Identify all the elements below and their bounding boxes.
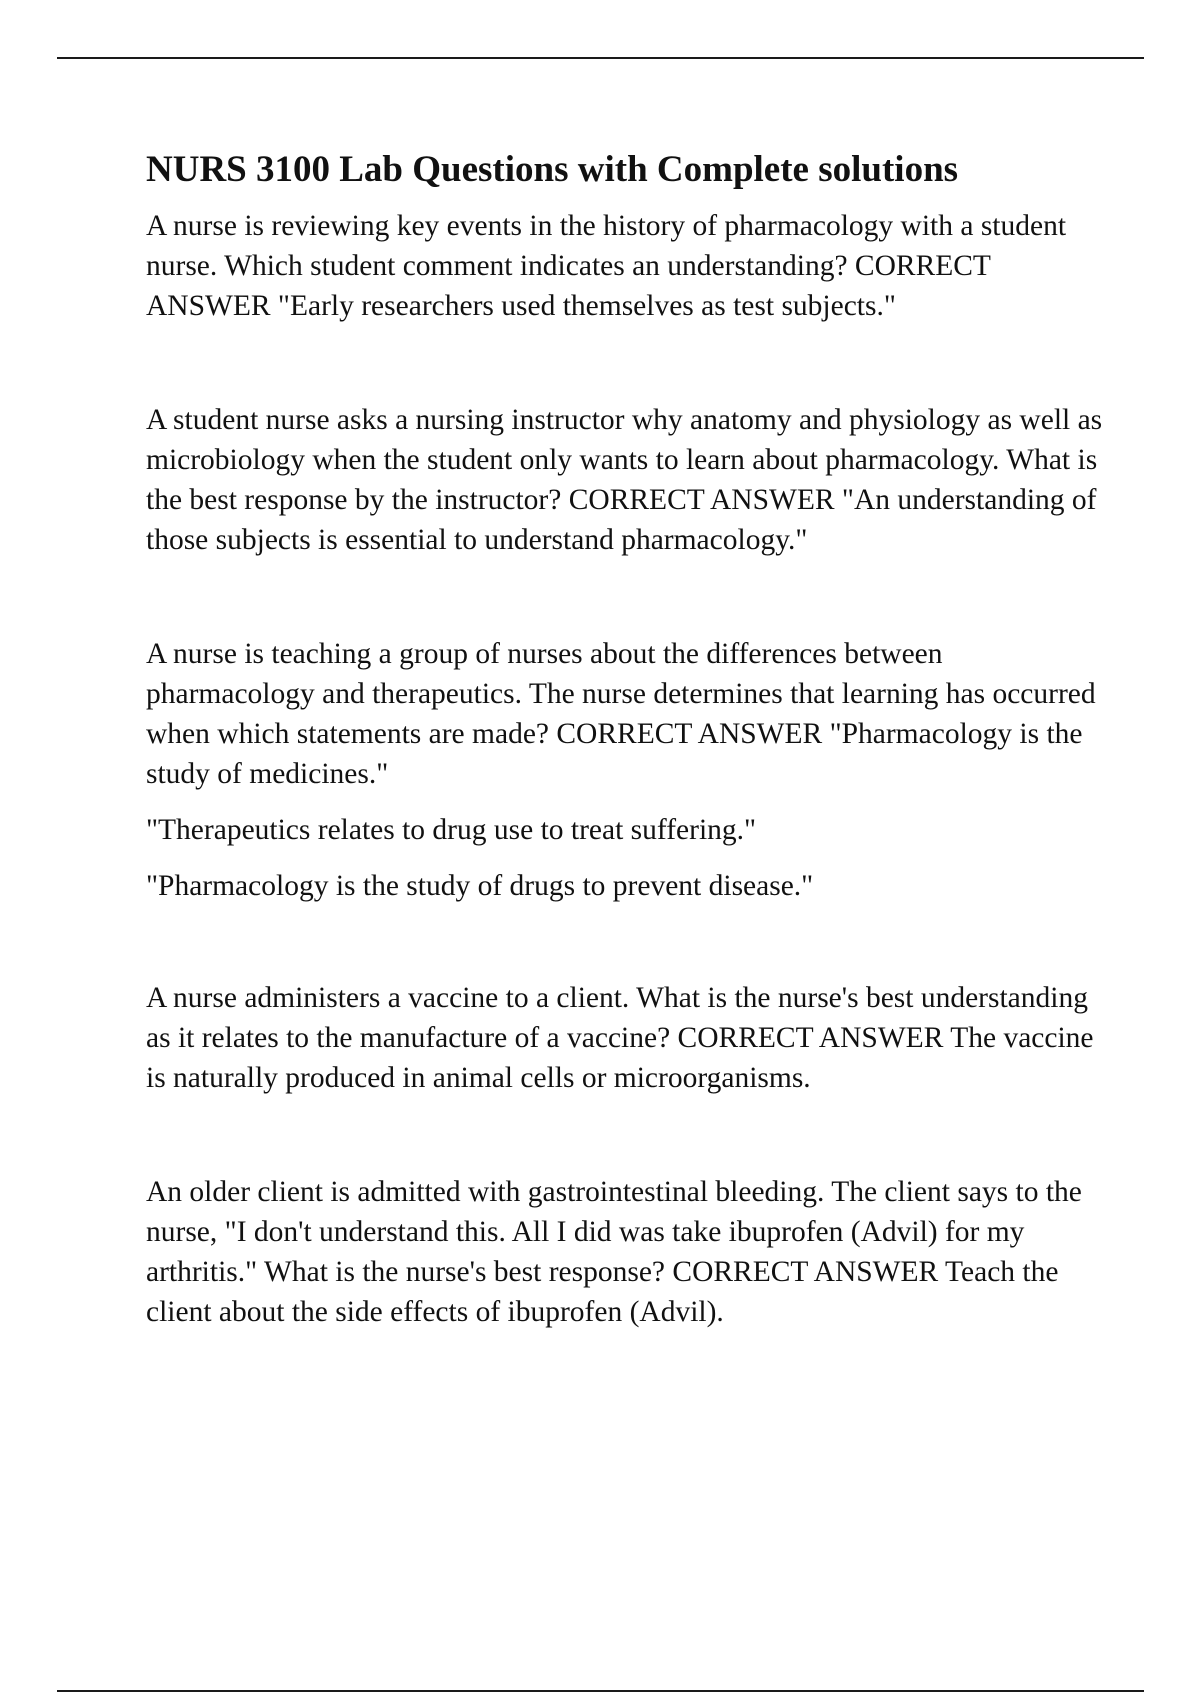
document-title: NURS 3100 Lab Questions with Complete solutions: [146, 149, 959, 190]
question-4: [146, 978, 1106, 1098]
question-2: [146, 400, 1106, 560]
question-4-text: A nurse administers a vaccine to a client. What is the nurse's best understanding as it relates to the manufacture of a vaccine? CORRECT ANSWER The vaccine is naturally produced in animal cells or microorganisms.: [146, 982, 1094, 1094]
question-3-answer-line-3: "Pharmacology is the study of drugs to prevent disease.": [146, 870, 814, 902]
question-1: [146, 206, 1106, 326]
question-3-answer-line-2: "Therapeutics relates to drug use to treat suffering.": [146, 814, 757, 846]
top-rule: [57, 57, 1144, 59]
question-2-text: A student nurse asks a nursing instructor why anatomy and physiology as well as microbiology when the student only wants to learn about pharmacology. What is the best response by the instructor? CORRECT ANSWER "An understanding of those subjects is essential to understand pharmacology.": [146, 404, 1103, 556]
document-body: [146, 144, 1106, 1332]
question-3: [146, 634, 1106, 906]
question-1-text: A nurse is reviewing key events in the history of pharmacology with a student nurse. Which student comment indicates an understanding? CORRECT ANSWER "Early researchers used themselves as test subjects.": [146, 210, 1067, 322]
bottom-rule: [57, 1690, 1144, 1692]
question-3-text: A nurse is teaching a group of nurses about the differences between pharmacology and therapeutics. The nurse determines that learning has occurred when which statements are made? CORRECT ANSWER "Pharmacology is the study of medicines.": [146, 638, 1096, 790]
question-5-text: An older client is admitted with gastrointestinal bleeding. The client says to the nurse, "I don't understand this. All I did was take ibuprofen (Advil) for my arthritis." What is the nurse's best response? CORRECT ANSWER Teach the client about the side effects of ibuprofen (Advil).: [146, 1176, 1082, 1328]
question-5: [146, 1172, 1106, 1332]
